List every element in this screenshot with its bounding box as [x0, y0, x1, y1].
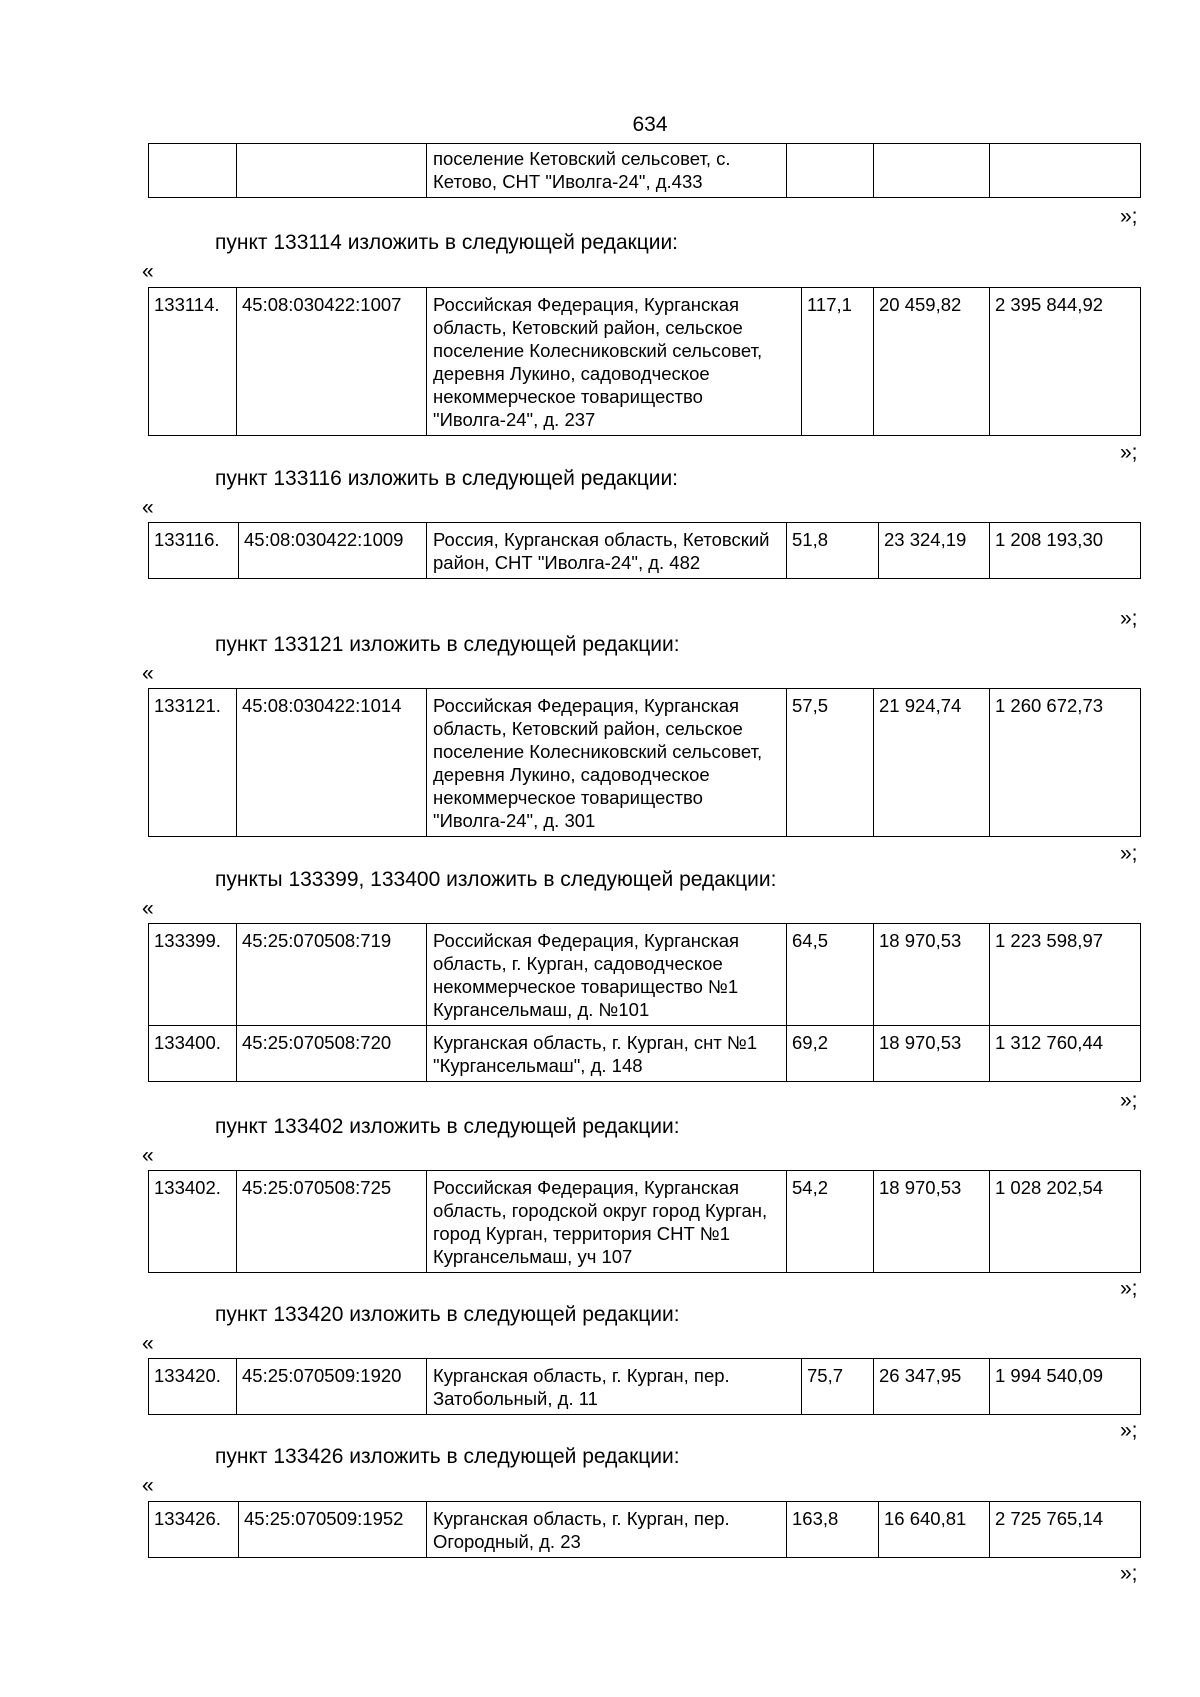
cell-number: 133116. [149, 523, 239, 579]
section-table [148, 1358, 1141, 1415]
cell-area: 51,8 [787, 523, 879, 579]
cell-area: 64,5 [787, 924, 874, 1026]
cell-number: 133400. [149, 1026, 237, 1082]
cell-rate: 23 324,19 [879, 523, 990, 579]
opening-quote: « [142, 260, 154, 283]
closing-quote: »; [1120, 1562, 1138, 1585]
cell-value: 1 260 672,73 [990, 689, 1141, 837]
opening-quote: « [142, 1332, 154, 1355]
table-row [149, 288, 1141, 436]
cell-address: Курганская область, г. Курган, пер. Огородный, д. 23 [427, 1502, 787, 1558]
cell-rate: 18 970,53 [874, 1026, 990, 1082]
cell-rate: 26 347,95 [874, 1359, 990, 1415]
cell-rate: 18 970,53 [874, 1171, 990, 1273]
cell-area: 117,1 [802, 288, 874, 436]
continuation-table [148, 143, 1141, 198]
table-row [149, 1502, 1141, 1558]
table-row [149, 144, 1141, 198]
section-table [148, 923, 1141, 1082]
opening-quote: « [142, 1474, 154, 1497]
closing-quote: »; [1120, 1277, 1138, 1300]
cell-area: 57,5 [787, 689, 874, 837]
cell-rate: 21 924,74 [874, 689, 990, 837]
cell-value: 1 223 598,97 [990, 924, 1141, 1026]
cell-value [990, 144, 1141, 198]
cell-cadastral: 45:08:030422:1014 [237, 689, 427, 837]
cell-value: 2 395 844,92 [990, 288, 1141, 436]
cell-cadastral: 45:25:070509:1920 [237, 1359, 427, 1415]
table-row [149, 1026, 1141, 1082]
closing-quote: »; [1120, 842, 1138, 865]
section-heading: пункты 133399, 133400 изложить в следующей редакции: [215, 868, 777, 891]
cell-rate: 18 970,53 [874, 924, 990, 1026]
cell-address: Россия, Курганская область, Кетовский район, СНТ "Иволга-24", д. 482 [427, 523, 787, 579]
closing-quote: »; [1120, 205, 1138, 228]
table-row [149, 689, 1141, 837]
cell-cadastral: 45:08:030422:1009 [239, 523, 427, 579]
cell-address: Российская Федерация, Курганская область, г. Курган, садоводческое некоммерческое товарищество №1 Кургансельмаш, д. №101 [427, 924, 787, 1026]
section-heading: пункт 133402 изложить в следующей редакции: [215, 1115, 680, 1138]
closing-quote: »; [1120, 1419, 1138, 1442]
cell-address: Российская Федерация, Курганская область, городской округ город Курган, город Курган, территория СНТ №1 Кургансельмаш, уч 107 [427, 1171, 787, 1273]
opening-quote: « [142, 1144, 154, 1167]
closing-quote: »; [1120, 1089, 1138, 1112]
cell-value: 1 028 202,54 [990, 1171, 1141, 1273]
section-table [148, 688, 1141, 837]
section-heading: пункт 133114 изложить в следующей редакции: [215, 231, 679, 254]
cell-address: Курганская область, г. Курган, снт №1 "Кургансельмаш", д. 148 [427, 1026, 787, 1082]
cell-number: 133426. [149, 1502, 239, 1558]
cell-number: 133121. [149, 689, 237, 837]
section-heading: пункт 133121 изложить в следующей редакции: [215, 633, 680, 656]
cell-cadastral: 45:25:070508:725 [237, 1171, 427, 1273]
cell-rate [874, 144, 990, 198]
cell-number: 133399. [149, 924, 237, 1026]
cell-area: 69,2 [787, 1026, 874, 1082]
closing-quote: »; [1120, 441, 1138, 464]
table-row [149, 924, 1141, 1026]
table-row [149, 1359, 1141, 1415]
cell-area: 75,7 [802, 1359, 874, 1415]
section-table [148, 522, 1141, 579]
cell-value: 1 312 760,44 [990, 1026, 1141, 1082]
cell-value: 2 725 765,14 [990, 1502, 1141, 1558]
cell-area [787, 144, 874, 198]
opening-quote: « [142, 662, 154, 685]
section-table [148, 1170, 1141, 1273]
cell-value: 1 208 193,30 [990, 523, 1141, 579]
section-table [148, 1501, 1141, 1558]
opening-quote: « [142, 897, 154, 920]
section-heading: пункт 133116 изложить в следующей редакции: [215, 467, 679, 490]
cell-address: поселение Кетовский сельсовет, с. Кетово, СНТ "Иволга-24", д.433 [427, 144, 787, 198]
cell-address: Российская Федерация, Курганская область, Кетовский район, сельское поселение Колесниковский сельсовет, деревня Лукино, садоводческое некоммерческое товарищество "Иволга-24", д. 301 [427, 689, 787, 837]
cell-address: Российская Федерация, Курганская область, Кетовский район, сельское поселение Колесниковский сельсовет, деревня Лукино, садоводческое некоммерческое товарищество "Иволга-24", д. 237 [427, 288, 802, 436]
page-number: 634 [632, 113, 668, 136]
cell-cadastral: 45:25:070508:719 [237, 924, 427, 1026]
cell-area: 163,8 [787, 1502, 879, 1558]
cell-number: 133402. [149, 1171, 237, 1273]
cell-cadastral: 45:25:070509:1952 [239, 1502, 427, 1558]
closing-quote: »; [1120, 607, 1138, 630]
section-heading: пункт 133420 изложить в следующей редакции: [215, 1303, 680, 1326]
opening-quote: « [142, 496, 154, 519]
cell-value: 1 994 540,09 [990, 1359, 1141, 1415]
cell-cadastral: 45:08:030422:1007 [237, 288, 427, 436]
cell-number [149, 144, 237, 198]
cell-address: Курганская область, г. Курган, пер. Затобольный, д. 11 [427, 1359, 802, 1415]
cell-number: 133114. [149, 288, 237, 436]
cell-cadastral [237, 144, 427, 198]
cell-cadastral: 45:25:070508:720 [237, 1026, 427, 1082]
section-heading: пункт 133426 изложить в следующей редакции: [215, 1445, 680, 1468]
table-row [149, 523, 1141, 579]
cell-number: 133420. [149, 1359, 237, 1415]
cell-area: 54,2 [787, 1171, 874, 1273]
cell-rate: 16 640,81 [879, 1502, 990, 1558]
table-row [149, 1171, 1141, 1273]
section-table [148, 287, 1141, 436]
cell-rate: 20 459,82 [874, 288, 990, 436]
